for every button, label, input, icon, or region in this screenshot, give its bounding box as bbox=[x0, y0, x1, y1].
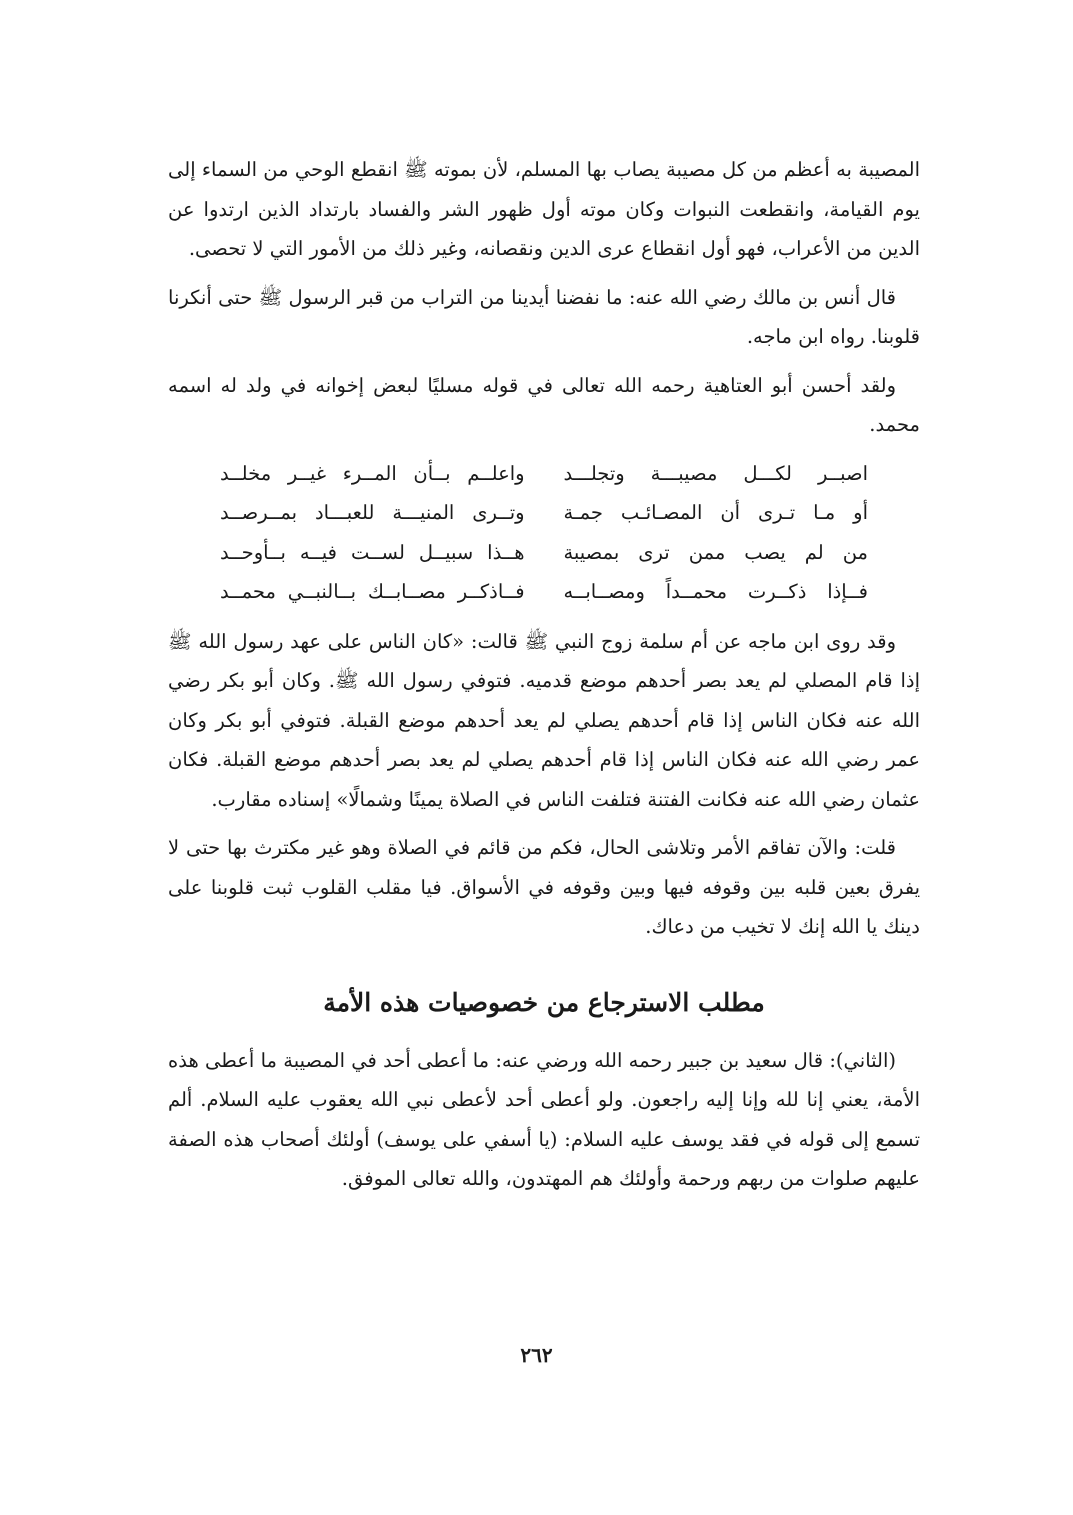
paragraph: ولقد أحسن أبو العتاهية رحمه الله تعالى في قوله مسليًا لبعض إخوانه في ولد له اسمه محمد. bbox=[168, 373, 920, 436]
verse-first-hemistich: فــإذا ذكــرت محمــداً ومصــابــه bbox=[563, 580, 868, 603]
page-body bbox=[168, 150, 920, 1208]
verse-second-hemistich: هــذا سبيــل لســت فيــه بــأوحــد bbox=[220, 540, 525, 564]
paragraph: قلت: والآن تفاقم الأمر وتلاشى الحال، فكم من قائم في الصلاة وهو غير مكترث بها حتى لا يفرق بعين قلبه بين وقوفه فيها وبين وقوفه في الأسواق. فيا مقلب القلوب ثبت قلوبنا على دينك يا الله إنك لا تخيب من دعاك. bbox=[168, 836, 920, 938]
verse-second-hemistich: واعلــم بــأن المــرء غيــر مخلــد bbox=[220, 461, 525, 485]
verse-second-hemistich: فــاذكــر مصــابــك بــالنبــي محمــد bbox=[220, 580, 525, 603]
paragraph: المصيبة به أعظم من كل مصيبة يصاب بها المسلم، لأن بموته ﷺ انقطع الوحي من السماء إلى يوم القيامة، وانقطعت النبوات وكان موته أول ظهور الشر والفساد بارتداد الذين ارتدوا عن الدين من الأعراب، فهو أول انقطاع عرى الدين ونقصانه، وغير ذلك من الأمور التي لا تحصى. bbox=[168, 158, 920, 260]
verse-second-hemistich: وتــرى المنيـــة للعبـــاد بمــرصــد bbox=[220, 501, 525, 524]
verse-first-hemistich: اصبــر لكـــل مصيبـــة وتجلـــد bbox=[563, 461, 868, 485]
section-title: مطلب الاسترجاع من خصوصيات هذه الأمة bbox=[323, 987, 765, 1017]
paragraph: وقد روى ابن ماجه عن أم سلمة زوج النبي ﷺ قالت: «كان الناس على عهد رسول الله ﷺ إذا قام المصلي لم يعد بصر أحدهم موضع قدميه. فتوفي رسول الله ﷺ. وكان أبو بكر رضي الله عنه فكان الناس إذا قام أحدهم يصلي لم يعد أحدهم موضع القبلة. فتوفي أبو بكر وكان عمر رضي الله عنه فكان الناس إذا قام أحدهم يصلي لم يعد بصر أحدهم موضع القبلة. فكان عثمان رضي الله عنه فكانت الفتنة فتلفت الناس في الصلاة يمينًا وشمالًا» إسناده مقارب. bbox=[168, 629, 920, 811]
paragraph: قال أنس بن مالك رضي الله عنه: ما نفضنا أيدينا من التراب من قبر الرسول ﷺ حتى أنكرنا قلوبنا. رواه ابن ماجه. bbox=[168, 285, 920, 348]
page-number: ٢٦٢ bbox=[520, 1343, 553, 1367]
poem-verse bbox=[220, 454, 868, 494]
poem-verse bbox=[220, 533, 868, 573]
verse-first-hemistich: أو مـا تـرى أن المصـائـب جمـة bbox=[563, 501, 868, 524]
poem-verse bbox=[220, 493, 868, 533]
paragraph: (الثاني): قال سعيد بن جبير رحمه الله ورضي عنه: ما أعطى أحد في المصيبة ما أعطى هذه الأمة، يعني إنا لله وإنا إليه راجعون. ولو أعطى أحد لأعطى نبي الله يعقوب عليه السلام. ألم تسمع إلى قوله في فقد يوسف عليه السلام: (يا أسفي على يوسف) أولئك أصحاب هذه الصفة عليهم صلوات من ربهم ورحمة وأولئك هم المهتدون، والله تعالى الموفق. bbox=[168, 1048, 920, 1190]
poem-verse bbox=[220, 572, 868, 612]
verse-first-hemistich: من لم يصب ممن ترى بمصيبة bbox=[563, 540, 868, 564]
poem bbox=[220, 454, 868, 612]
